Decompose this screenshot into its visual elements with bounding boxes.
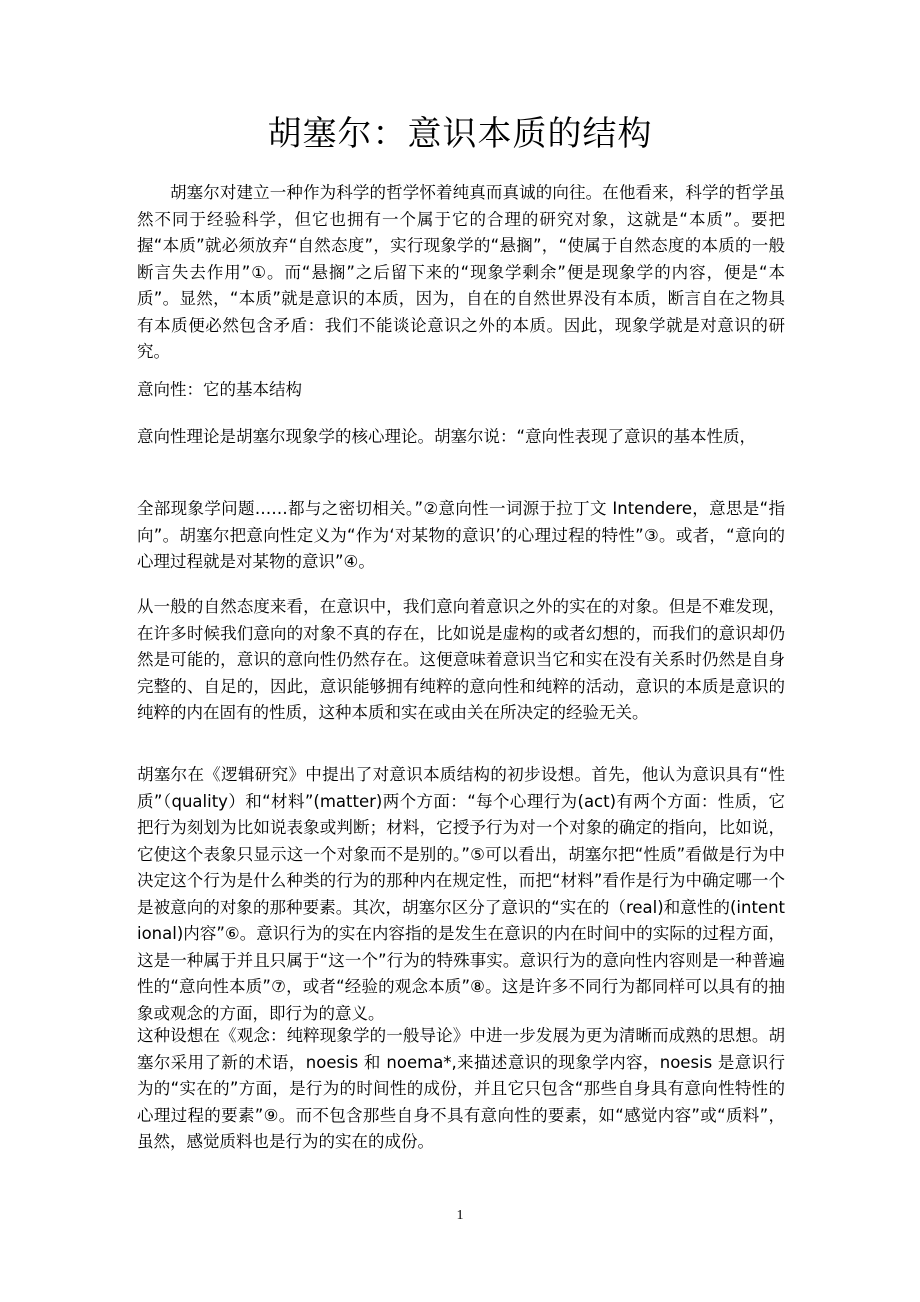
section-heading: 意向性：它的基本结构 bbox=[137, 380, 302, 399]
paragraph-intentionality-core: 意向性理论是胡塞尔现象学的核心理论。胡塞尔说：“意向性表现了意识的基本性质， bbox=[137, 427, 757, 446]
paragraph-logical-investigations: 胡塞尔在《逻辑研究》中提出了对意识本质结构的初步设想。首先，他认为意识具有“性质”（quality）和“材料”(matter)两个方面：“每个心理行为(act)有两个方面：性质，它把行为刻划为比如说表象或判断；材料，它授予行为对一个对象的确定的指向，比如说，它使这个表象只显示这一个对象而不是别的。”⑤可以看出，胡塞尔把“性质”看做是行为中决定这个行为是什么种类的行为的那种内在规定性，而把“材料”看作是行为中确定哪一个是被意向的对象的那种要素。其次，胡塞尔区分了意识的“实在的（real)和意性的(intentional)内容”⑥。意识行为的实在内容指的是发生在意识的内在时间中的实际的过程方面，这是一种属于并且只属于“这一个”行为的特殊事实。意识行为的意向性内容则是一种普遍性的“意向性本质”⑦，或者“经验的观念本质”⑧。这是许多不同行为都同样可以具有的抽象或观念的方面，即行为的意义。 bbox=[137, 765, 785, 1023]
page-title: 胡塞尔：意识本质的结构 bbox=[267, 114, 653, 154]
paragraph-natural-attitude: 从一般的自然态度来看，在意识中，我们意向着意识之外的实在的对象。但是不难发现，在许多时候我们意向的对象不真的存在，比如说是虚构的或者幻想的，而我们的意识却仍然是可能的，意识的意向性仍然存在。这便意味着意识当它和实在没有关系时仍然是自身完整的、自足的，因此，意识能够拥有纯粹的意向性和纯粹的活动，意识的本质是意识的纯粹的内在固有的性质，这种本质和实在或由关在所决定的经验无关。 bbox=[137, 597, 785, 722]
paragraph-intro: 胡塞尔对建立一种作为科学的哲学怀着纯真而真诚的向往。在他看来，科学的哲学虽然不同于经验科学，但它也拥有一个属于它的合理的研究对象，这就是“本质”。要把握“本质”就必须放弃“自然态度”，实行现象学的“悬搁”，“使属于自然态度的本质的一般断言失去作用”①。而“悬搁”之后留下来的“现象学剩余”便是现象学的内容，便是“本质”。显然，“本质”就是意识的本质，因为，自在的自然世界没有本质，断言自在之物具有本质便必然包含矛盾：我们不能谈论意识之外的本质。因此，现象学就是对意识的研究。 bbox=[137, 183, 785, 361]
page-number: 1 bbox=[456, 1208, 464, 1223]
paragraph-ideas: 这种设想在《观念：纯粹现象学的一般导论》中进一步发展为更为清晰而成熟的思想。胡塞尔采用了新的术语，noesis 和 noema*,来描述意识的现象学内容，noesis 是意识行为的“实在的”方面，是行为的时间性的成份，并且它只包含“那些自身具有意向性特性的心理过程的要素”⑨。而不包含那些自身不具有意向性的要素，如“感觉内容”或“质料”，虽然，感觉质料也是行为的实在的成份。 bbox=[137, 1026, 785, 1151]
paragraph-intentionality-definition: 全部现象学问题……都与之密切相关。”②意向性一词源于拉丁文 Intendere，意思是“指向”。胡塞尔把意向性定义为“作为‘对某物的意识’的心理过程的特性”③。或者，“意向的心理过程就是对某物的意识”④。 bbox=[137, 499, 785, 571]
